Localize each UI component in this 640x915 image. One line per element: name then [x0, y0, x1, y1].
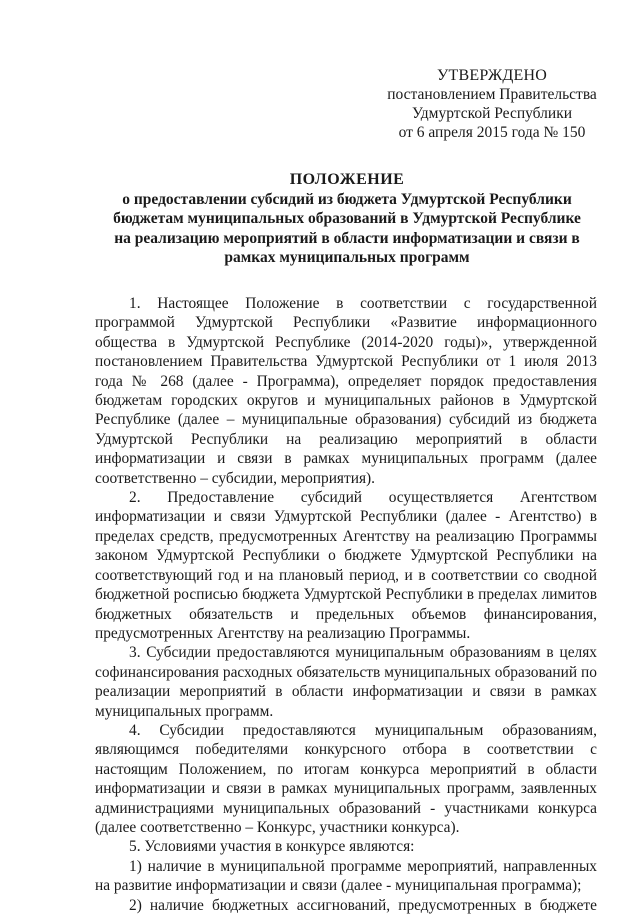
document-title: ПОЛОЖЕНИЕ	[289, 171, 405, 188]
paragraph-3: 3. Субсидии предоставляются муниципальным образованиям в целях софинансирования расходных обязательств муниципальных образований по реализации мероприятий в области информатизации и связи в рамках муниципальных программ.	[95, 644, 597, 720]
approval-date-line: от 6 апреля 2015 года № 150	[398, 124, 586, 141]
paragraph-5: 5. Условиями участия в конкурсе являются:	[129, 838, 415, 856]
paragraph-4: 4. Субсидии предоставляются муниципальным образованиям, являющимся победителями конкурсного отбора в соответствии с настоящим Положением, по итогам конкурса мероприятий в области информатизации и связи в рамках муниципальных программ, заявленных администрациями муниципальных образований - участниками конкурса (далее соответственно – Конкурс, участники конкурса).	[95, 721, 597, 836]
document-subtitle-line: о предоставлении субсидий из бюджета Удмуртской Республики	[122, 190, 572, 208]
paragraph-1: 1. Настоящее Положение в соответствии с государственной программой Удмуртской Республики «Развитие информационного общества в Удмуртской Республике (2014-2020 годы)», утвержденной постановлением Правительства Удмуртской Республики от 1 июля 2013 года № 268 (далее - Программа), определяет порядок предоставления бюджетам городских округов и муниципальных районов в Удмуртской Республике (далее – муниципальные образования) субсидий из бюджета Удмуртской Республики на реализацию мероприятий в области информатизации и связи в рамках муниципальных программ (далее соответственно – субсидии, мероприятия).	[95, 295, 597, 487]
approval-line: Удмуртской Республики	[411, 105, 573, 122]
document-title-block	[70, 170, 624, 268]
approval-line: постановлением Правительства	[387, 86, 597, 103]
paragraph-2: 2. Предоставление субсидий осуществляется Агентством информатизации и связи Удмуртской Республики (далее - Агентство) в пределах средств, предусмотренных Агентству на реализацию Программы законом Удмуртской Республики о бюджете Удмуртской Республики на соответствующий год и на плановый период, и в соответствии со сводной бюджетной росписью бюджета Удмуртской Республики в пределах лимитов бюджетных обязательств и предельных объемов финансирования, предусмотренных Агентству на реализацию Программы.	[95, 489, 597, 642]
paragraph-5-item-2: 2) наличие бюджетных ассигнований, предусмотренных в бюджете	[129, 896, 597, 914]
document-body	[95, 294, 597, 915]
document-subtitle-line: на реализацию мероприятий в области информатизации и связи в	[114, 229, 580, 247]
document-subtitle-line: рамках муниципальных программ	[224, 249, 470, 266]
approval-heading: УТВЕРЖДЕНО	[436, 67, 547, 84]
paragraph-5-item-1: 1) наличие в муниципальной программе мероприятий, направленных на развитие информатизации и связи (далее - муниципальная программа);	[95, 857, 597, 895]
approval-stamp	[372, 66, 612, 142]
document-subtitle-line: бюджетам муниципальных образований в Удмуртской Республике	[113, 210, 581, 227]
